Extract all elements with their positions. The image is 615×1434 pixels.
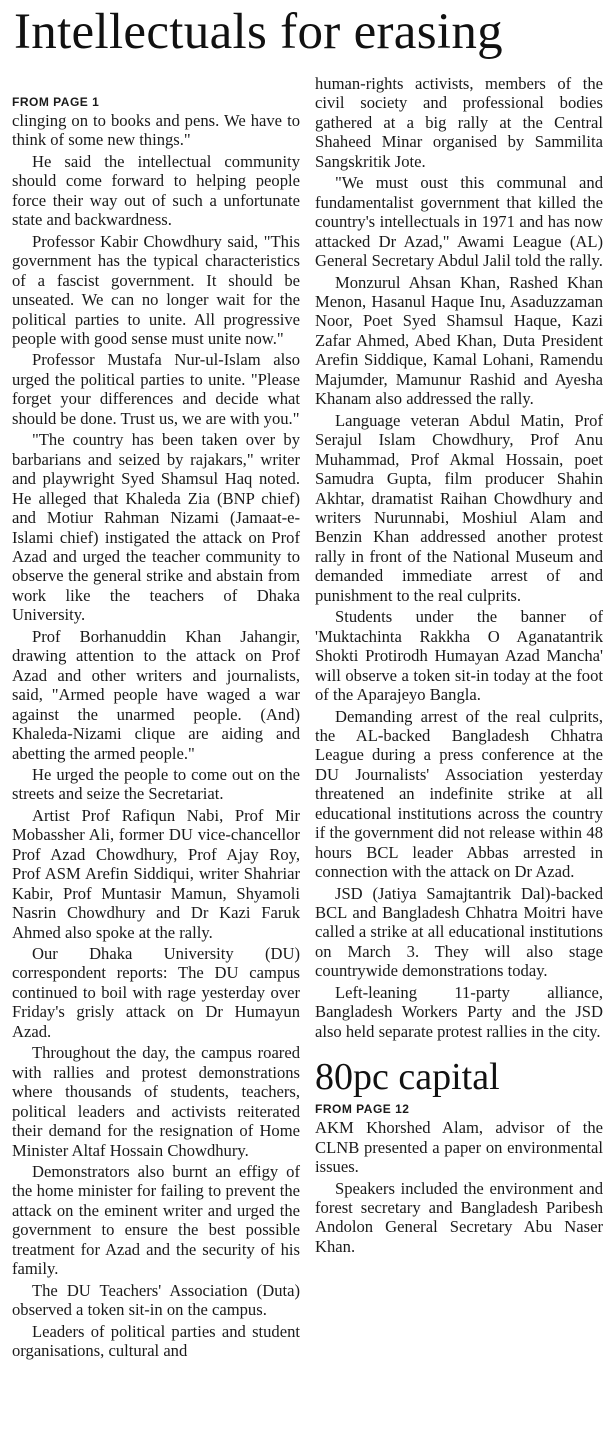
paragraph: "We must oust this communal and fundamentalist government that killed the country's intellectuals in 1971 and has now attacked Dr Azad," Awami League (AL) General Secretary Abdul Jalil told the rally. — [315, 173, 603, 271]
kicker-from-page-1: FROM PAGE 1 — [12, 95, 100, 109]
paragraph: The DU Teachers' Association (Duta) observed a token sit-in on the campus. — [12, 1280, 300, 1320]
paragraph: Speakers included the environment and forest secretary and Bangladesh Paribesh Andolon General Secretary Abu Naser Khan. — [315, 1178, 603, 1256]
paragraph: Prof Borhanuddin Khan Jahangir, drawing attention to the attack on Prof Azad and other writers and journalists, said, "Armed people have waged a war against the unarmed people. (And) Khaleda-Nizami clique are aiding and abetting the armed people." — [12, 626, 300, 763]
paragraph: He urged the people to come out on the streets and seize the Secretariat. — [12, 764, 300, 804]
paragraph: Professor Mustafa Nur-ul-Islam also urged the political parties to unite. "Please forget your differences and decide what should be done. Trust us, we are with you." — [12, 350, 300, 428]
paragraph: Students under the banner of 'Muktachinta Rakkha O Aganatantrik Shokti Protirodh Humayan Azad Mancha' will observe a token sit-in today at the foot of the Aparajeyo Bangla. — [315, 607, 603, 705]
paragraph: Artist Prof Rafiqun Nabi, Prof Mir Mobassher Ali, former DU vice-chancellor Prof Azad Chowdhury, Prof Ajay Roy, Prof ASM Arefin Siddiqui, writer Shahriar Kabir, Prof Muntasir Mamun, Shyamoli Nasrin Chowdhury and Dr Kazi Faruk Ahmed also spoke at the rally. — [12, 805, 300, 942]
paragraph: "The country has been taken over by barbarians and seized by rajakars," writer and playwright Syed Shamsul Haq noted. He alleged that Khaleda Zia (BNP chief) and Motiur Rahman Nizami (Jamaat-e-Islami chief) instigated the attack on Prof Azad and urged the teacher community to observe the general strike and abstain from work like the teachers of Dhaka University. — [12, 430, 300, 625]
paragraph: Professor Kabir Chowdhury said, "This government has the typical characteristics of a fascist government. It should be unseated. We can no longer wait for the political parties to unite. All progressive people with good sense must unite now." — [12, 231, 300, 348]
paragraph: He said the intellectual community should come forward to helping people force their way out of such a unfortunate state and backwardness. — [12, 151, 300, 230]
paragraph: Demanding arrest of the real culprits, the AL-backed Bangladesh Chhatra League during a press conference at the DU Journalists' Association yesterday threatened an indefinite strike at all educational institutions across the country if the government did not release within 48 hours BCL leader Abbas arrested in connection with the attack on Dr Azad. — [315, 706, 603, 882]
paragraph: Our Dhaka University (DU) correspondent reports: The DU campus continued to boil with rage yesterday over Friday's grisly attack on Dr Humayun Azad. — [12, 944, 300, 1041]
headline: Intellectuals for erasing — [14, 4, 503, 60]
paragraph: Demonstrators also burnt an effigy of the home minister for failing to prevent the attack on the eminent writer and urged the government to ensure the best possible treatment for Azad and the security of his family. — [12, 1162, 300, 1279]
left-column — [12, 92, 300, 1363]
second-headline: 80pc capital — [315, 1056, 500, 1099]
paragraph: AKM Khorshed Alam, advisor of the CLNB presented a paper on environmental issues. — [315, 1118, 603, 1177]
paragraph: Leaders of political parties and student organisations, cultural and — [12, 1321, 300, 1361]
paragraph: clinging on to books and pens. We have to think of some new things." — [12, 111, 300, 150]
paragraph: Left-leaning 11-party alliance, Bangladesh Workers Party and the JSD also held separate protest rallies in the city. — [315, 982, 603, 1041]
paragraph: Monzurul Ahsan Khan, Rashed Khan Menon, Hasanul Haque Inu, Asaduzzaman Noor, Poet Syed Shamsul Haque, Kazi Zafar Ahmed, Abed Khan, Duta President Arefin Siddique, Kamal Lohani, Ramendu Majumder, Mamunur Rashid and Ayesha Khanam also addressed the rally. — [315, 272, 603, 409]
paragraph: JSD (Jatiya Samajtantrik Dal)-backed BCL and Bangladesh Chhatra Moitri have called a strike at all educational institutions on March 3. They will also stage countrywide demonstrations today. — [315, 883, 603, 981]
paragraph: Throughout the day, the campus roared with rallies and protest demonstrations where thousands of students, teachers, political leaders and activists reiterated their demand for the resignation of Home Minister Altaf Hossain Chowdhury. — [12, 1043, 300, 1160]
paragraph: Language veteran Abdul Matin, Prof Serajul Islam Chowdhury, Prof Anu Muhammad, Prof Akmal Hossain, poet Samudra Gupta, film producer Shahin Akhtar, dramatist Raihan Chowdhury and writers Nurunnabi, Moshiul Alam and Benzin Khan addressed another protest rally in front of the National Museum and demanded immediate arrest of and punishment to the real culprits. — [315, 410, 603, 605]
kicker-from-page-12: FROM PAGE 12 — [315, 1102, 410, 1117]
right-column — [315, 74, 603, 1258]
paragraph: human-rights activists, members of the civil society and professional bodies gathered at a big rally at the Central Shaheed Minar organised by Sammilita Sangskritik Jote. — [315, 74, 603, 171]
